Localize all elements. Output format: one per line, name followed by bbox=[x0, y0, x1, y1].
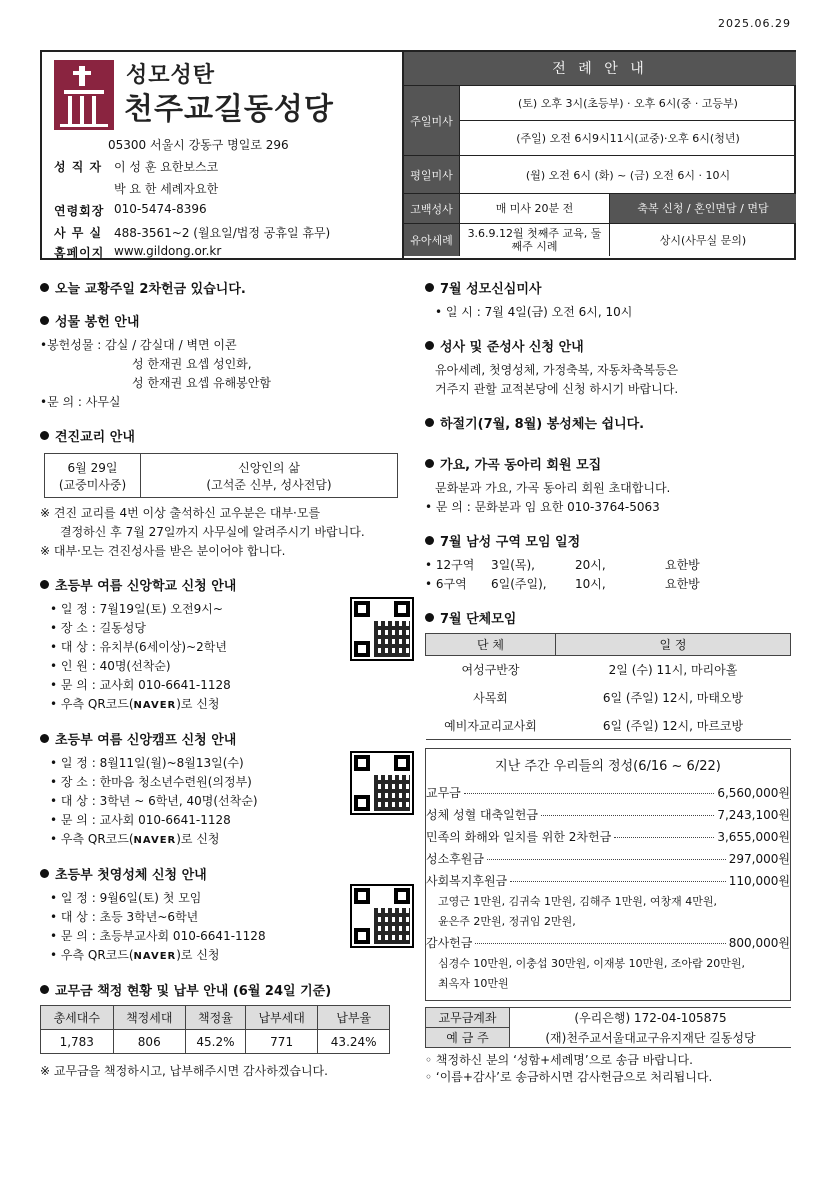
remit-note: ◦ 책정하신 분의 ‘성함+세례명’으로 송금 바랍니다. bbox=[425, 1053, 693, 1067]
first-communion-schedule: • 일 정 : 9월6일(토) 첫 모임 bbox=[50, 891, 202, 905]
confirmation-note: ※ 대부·모는 견진성사를 받은 분이어야 합니다. bbox=[40, 544, 286, 558]
info-row-office bbox=[54, 224, 330, 241]
bullet-icon bbox=[425, 536, 434, 545]
group-schedule: 6일 (주일) 12시, 마르코방 bbox=[556, 712, 791, 740]
weekday-mass-row bbox=[404, 156, 796, 194]
district-row: • 6구역 6일(주일), 10시, 요한방 bbox=[425, 577, 700, 591]
summer-school-place: • 장 소 : 길동성당 bbox=[50, 621, 146, 635]
info-key: 홈페이지 bbox=[54, 246, 105, 260]
account-number: (우리은행) 172-04-105875 bbox=[510, 1008, 792, 1028]
info-value: 488-3561~2 (월요일/법정 공휴일 휴무) bbox=[114, 226, 331, 240]
account-label: 교무금계좌 bbox=[426, 1008, 510, 1028]
liturgy-title: 전 례 안 내 bbox=[404, 52, 796, 86]
first-communion-qr-note: • 우측 QR코드(NAVER)로 신청 bbox=[50, 948, 220, 962]
qr-code-icon[interactable] bbox=[350, 884, 414, 948]
sunday-mass-saturday: (토) 오후 3시(초등부) · 오후 6시(중 · 고등부) bbox=[460, 86, 796, 121]
baptism-schedule: 3.6.9.12월 첫째주 교육, 둘째주 시례 bbox=[460, 224, 610, 256]
sacrament-info: 유아세례, 첫영성체, 가정축복, 자동차축복등은 bbox=[435, 363, 679, 377]
summer-camp-place: • 장 소 : 한마음 청소년수련원(의정부) bbox=[50, 775, 252, 789]
info-value: 박 요 한 세례자요한 bbox=[114, 182, 219, 196]
offering-row: 성체 성혈 대축일헌금 7,243,100원 bbox=[426, 808, 790, 822]
summer-camp-schedule: • 일 정 : 8월11일(월)~8월13일(수) bbox=[50, 756, 244, 770]
group-schedule: 2일 (수) 11시, 마리아홀 bbox=[608, 663, 738, 678]
section-title: 초등부 첫영성체 신청 안내 bbox=[40, 864, 420, 883]
club-contact: • 문 의 : 문화분과 임 요한 010-3764-5063 bbox=[425, 500, 660, 514]
summer-camp-contact: • 문 의 : 교사회 010-6641-1128 bbox=[50, 813, 231, 827]
thanks-donors: 심경수 10만원, 이충섭 30만원, 이재봉 10만원, 조아람 20만원, bbox=[438, 957, 745, 970]
bullet-icon bbox=[40, 734, 49, 743]
marian-mass-time: • 일 시 : 7월 4일(금) 오전 6시, 10시 bbox=[435, 305, 633, 319]
summer-school-capacity: • 인 원 : 40명(선착순) bbox=[50, 659, 171, 673]
dues-value: 806 bbox=[113, 1030, 186, 1054]
section-title: 견진교리 안내 bbox=[40, 426, 420, 445]
offering-items: •봉헌성물 : 감실 / 감실대 / 벽면 이콘 bbox=[40, 338, 237, 352]
church-address: 05300 서울시 강동구 명일로 296 bbox=[108, 138, 289, 152]
dues-value: 43.24% bbox=[318, 1030, 390, 1054]
section-title: 7월 단체모임 bbox=[425, 608, 797, 627]
offering-row: 사회복지후원금 110,000원 bbox=[426, 874, 790, 888]
dues-header: 납부율 bbox=[318, 1006, 390, 1030]
info-key: 성 직 자 bbox=[54, 160, 103, 174]
bullet-icon bbox=[40, 580, 49, 589]
bullet-icon bbox=[40, 431, 49, 440]
bulletin-date: 2025.06.29 bbox=[718, 17, 791, 30]
summer-school-target: • 대 상 : 유치부(6세이상)~2학년 bbox=[50, 640, 227, 654]
thanks-donors: 최옥자 10만원 bbox=[438, 977, 509, 990]
dues-value: 1,783 bbox=[41, 1030, 114, 1054]
summer-camp-qr-note: • 우측 QR코드(NAVER)로 신청 bbox=[50, 832, 220, 846]
section-title: 초등부 여름 신앙캠프 신청 안내 bbox=[40, 729, 420, 748]
confirmation-table bbox=[44, 453, 398, 498]
summer-school-schedule: • 일 정 : 7월19일(토) 오전9시~ bbox=[50, 602, 223, 616]
section-title: 초등부 여름 신앙학교 신청 안내 bbox=[40, 575, 420, 594]
bullet-icon bbox=[425, 613, 434, 622]
first-communion-contact: • 문 의 : 초등부교사회 010-6641-1128 bbox=[50, 929, 266, 943]
church-patron-name: 성모성탄 bbox=[126, 63, 216, 88]
section-title: 가요, 가곡 동아리 회원 모집 bbox=[425, 454, 797, 473]
group-name: 예비자교리교사회 bbox=[426, 712, 556, 740]
church-logo-icon bbox=[54, 60, 114, 130]
bullet-icon bbox=[40, 316, 49, 325]
always-available: 상시(사무실 문의) bbox=[659, 233, 747, 247]
baptism-row bbox=[404, 224, 796, 256]
bullet-icon bbox=[425, 459, 434, 468]
info-key: 연령회장 bbox=[54, 204, 105, 218]
bullet-icon bbox=[40, 869, 49, 878]
offering-row: 성소후원금 297,000원 bbox=[426, 852, 790, 866]
offering-item: 성 한재권 요셉 성인화, bbox=[132, 357, 252, 371]
section-title: 7월 남성 구역 모임 일정 bbox=[425, 531, 797, 550]
header-box bbox=[40, 50, 796, 260]
dues-table bbox=[40, 1005, 390, 1054]
sunday-mass-label: 주일미사 bbox=[404, 86, 460, 155]
sacrament-info: 거주지 관할 교적본당에 신청 하시기 바랍니다. bbox=[435, 382, 679, 396]
section-title: 교무금 책정 현황 및 납부 안내 (6월 24일 기준) bbox=[40, 980, 420, 999]
first-communion-target: • 대 상 : 초등 3학년~6학년 bbox=[50, 910, 199, 924]
remit-note: ◦ ‘이름+감사’로 송금하시면 감사헌금으로 처리됩니다. bbox=[425, 1070, 713, 1084]
info-key: 사 무 실 bbox=[54, 226, 103, 240]
confirmation-note: ※ 견진 교리를 4번 이상 출석하신 교우분은 대부·모를 bbox=[40, 506, 321, 520]
dues-value: 45.2% bbox=[186, 1030, 246, 1054]
dues-note: ※ 교무금을 책정하시고, 납부해주시면 감사하겠습니다. bbox=[40, 1064, 328, 1078]
account-table bbox=[425, 1007, 791, 1048]
left-column bbox=[40, 278, 420, 1095]
dues-value: 771 bbox=[245, 1030, 318, 1054]
info-row-funeral bbox=[54, 202, 207, 219]
offering-contact: •문 의 : 사무실 bbox=[40, 395, 121, 409]
section-title: 하절기(7월, 8월) 봉성체는 쉽니다. bbox=[425, 413, 797, 432]
homepage-link[interactable]: www.gildong.or.kr bbox=[114, 244, 222, 258]
dues-header: 책정세대 bbox=[113, 1006, 186, 1030]
bullet-icon bbox=[425, 341, 434, 350]
confirmation-note: 결정하신 후 7월 27일까지 사무실에 알려주시기 바랍니다. bbox=[60, 525, 365, 539]
weekday-mass-label: 평일미사 bbox=[404, 156, 460, 193]
offering-item: 성 한재권 요셉 유해봉안함 bbox=[132, 376, 271, 390]
right-column bbox=[425, 278, 797, 1086]
dues-header: 납부세대 bbox=[245, 1006, 318, 1030]
confession-time: 매 미사 20분 전 bbox=[460, 194, 610, 223]
district-row: • 12구역 3일(목), 20시, 요한방 bbox=[425, 558, 700, 572]
club-invite: 문화분과 가요, 가곡 동아리 회원 초대합니다. bbox=[435, 481, 671, 495]
info-row-priest bbox=[54, 158, 218, 175]
church-info bbox=[42, 52, 402, 258]
weekday-mass-times: (월) 오전 6시 (화) ~ (금) 오전 6시 · 10시 bbox=[525, 168, 731, 182]
qr-code-icon[interactable] bbox=[350, 751, 414, 815]
summer-school-qr-note: • 우측 QR코드(NAVER)로 신청 bbox=[50, 697, 220, 711]
blessing-request: 축복 신청 / 혼인면담 / 면담 bbox=[610, 194, 796, 223]
dues-header: 총세대수 bbox=[41, 1006, 114, 1030]
confession-row bbox=[404, 194, 796, 224]
section-title: 성물 봉헌 안내 bbox=[40, 311, 420, 330]
bullet-icon bbox=[40, 283, 49, 292]
liturgy-panel bbox=[402, 52, 796, 258]
group-header: 단 체 bbox=[426, 634, 556, 656]
section-title: 7월 성모신심미사 bbox=[425, 278, 797, 297]
group-name: 여성구반장 bbox=[461, 663, 520, 678]
welfare-donors: 윤은주 2만원, 정귀임 2만원, bbox=[438, 915, 576, 928]
qr-code-icon[interactable] bbox=[350, 597, 414, 661]
info-key bbox=[54, 180, 114, 197]
info-value: 010-5474-8396 bbox=[114, 202, 207, 216]
group-header: 일 정 bbox=[556, 634, 791, 656]
sunday-mass-row bbox=[404, 86, 796, 156]
offering-row: 민족의 화해와 일치를 위한 2차헌금 3,655,000원 bbox=[426, 830, 790, 844]
section-title: 오늘 교황주일 2차헌금 있습니다. bbox=[40, 278, 420, 297]
offering-title: 지난 주간 우리들의 정성(6/16 ~ 6/22) bbox=[495, 759, 721, 774]
confession-label: 고백성사 bbox=[404, 194, 460, 223]
group-meeting-table bbox=[425, 633, 791, 740]
offering-row: 교무금 6,560,000원 bbox=[426, 786, 790, 800]
confirmation-date: 6월 29일 (교중미사중) bbox=[45, 454, 141, 498]
group-name: 사목회 bbox=[473, 691, 508, 705]
summer-camp-target: • 대 상 : 3학년 ~ 6학년, 40명(선착순) bbox=[50, 794, 258, 808]
confirmation-topic: 신앙인의 삶 (고석준 신부, 성사전담) bbox=[141, 454, 398, 498]
bullet-icon bbox=[425, 283, 434, 292]
holder-label: 예 금 주 bbox=[426, 1028, 510, 1048]
church-name: 천주교길동성당 bbox=[124, 92, 334, 127]
sunday-mass-sunday: (주일) 오전 6시9시11시(교중)·오후 6시(청년) bbox=[516, 132, 740, 145]
info-row-homepage bbox=[54, 244, 221, 261]
summer-school-contact: • 문 의 : 교사회 010-6641-1128 bbox=[50, 678, 231, 692]
dues-header: 책정율 bbox=[186, 1006, 246, 1030]
holder-name: (재)천주교서울대교구유지재단 길동성당 bbox=[510, 1028, 792, 1048]
section-title: 성사 및 준성사 신청 안내 bbox=[425, 336, 797, 355]
bullet-icon bbox=[40, 985, 49, 994]
baptism-label: 유아세례 bbox=[404, 224, 460, 256]
offering-box bbox=[425, 748, 791, 1001]
bullet-icon bbox=[425, 418, 434, 427]
info-row-priest-2 bbox=[54, 180, 218, 197]
offering-row: 감사헌금 800,000원 bbox=[426, 936, 790, 950]
info-value: 이 성 훈 요한보스코 bbox=[114, 160, 219, 174]
group-schedule: 6일 (주일) 12시, 마태오방 bbox=[602, 691, 744, 705]
welfare-donors: 고영근 1만원, 김귀숙 1만원, 김해주 1만원, 여창재 4만원, bbox=[438, 895, 717, 908]
